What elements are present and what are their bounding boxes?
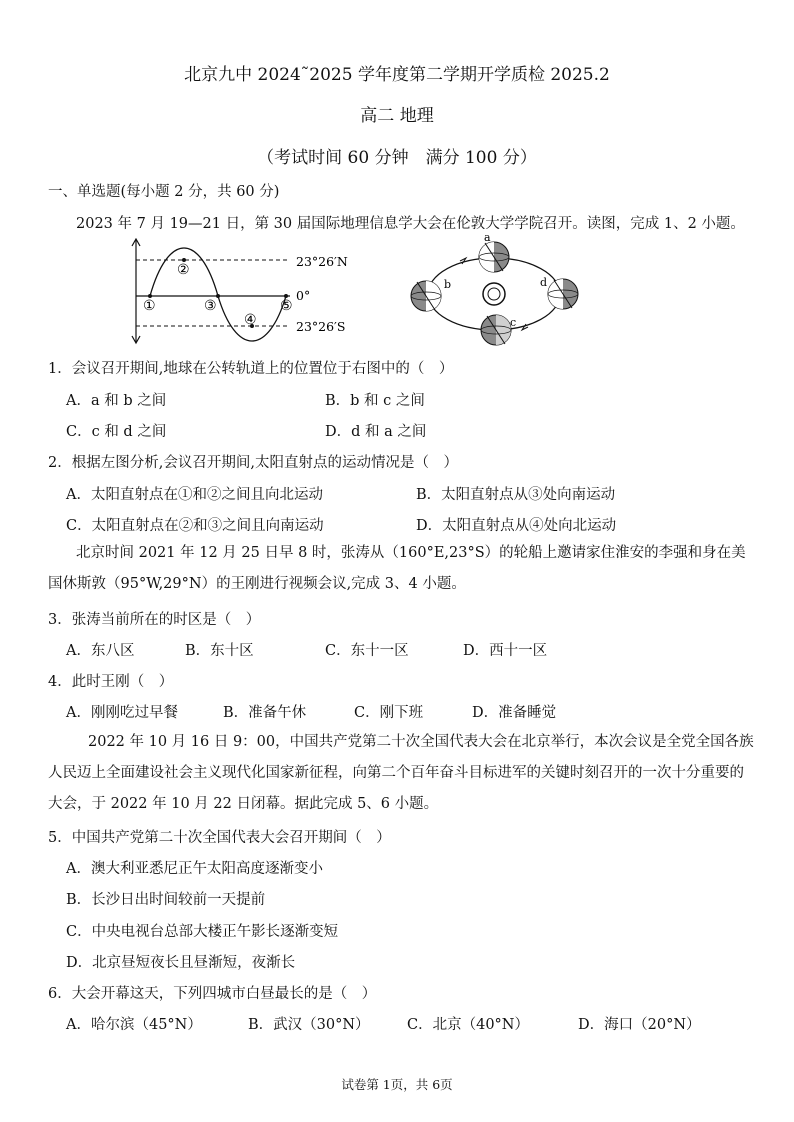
q6-option-b[interactable]: B．武汉（30°N）	[248, 1017, 370, 1033]
q4-option-b[interactable]: B．准备午休	[223, 705, 307, 721]
figure-earth-orbit	[400, 232, 590, 352]
exam-subtitle: 高二 地理	[360, 106, 434, 126]
page-footer: 试卷第 1页，共 6页	[341, 1077, 453, 1092]
q5-option-c[interactable]: C．中央电视台总部大楼正午影长逐渐变短	[66, 924, 339, 940]
earth-b-icon	[411, 281, 441, 311]
label-0: 0°	[296, 288, 311, 303]
earth-d-icon	[548, 279, 578, 309]
point-1: ①	[143, 298, 156, 314]
q1-option-b[interactable]: B．b 和 c 之间	[325, 393, 425, 409]
q1-option-d[interactable]: D．d 和 a 之间	[325, 424, 427, 440]
orbit-label-a: a	[484, 232, 491, 244]
q3-option-b[interactable]: B．东十区	[185, 643, 254, 659]
q6-option-a[interactable]: A．哈尔滨（45°N）	[66, 1017, 202, 1033]
orbit-label-d: d	[540, 276, 548, 289]
q2-option-a[interactable]: A．太阳直射点在①和②之间且向北运动	[66, 487, 323, 503]
sun-icon	[483, 283, 505, 305]
q5-option-a[interactable]: A．澳大利亚悉尼正午太阳高度逐渐变小	[66, 861, 323, 877]
q2-option-c[interactable]: C．太阳直射点在②和③之间且向南运动	[66, 518, 324, 534]
earth-a-icon	[479, 242, 509, 272]
q1-option-a[interactable]: A．a 和 b 之间	[66, 393, 167, 409]
q3-option-a[interactable]: A．东八区	[66, 643, 135, 659]
q1-option-c[interactable]: C．c 和 d 之间	[66, 424, 167, 440]
label-23-26-n: 23°26′N	[296, 254, 348, 269]
q3-stem: 3．张涛当前所在的时区是（ ）	[48, 612, 261, 628]
q4-option-c[interactable]: C．刚下班	[354, 705, 424, 721]
point-2: ②	[177, 262, 190, 278]
exam-title: 北京九中 2024˜2025 学年度第二学期开学质检 2025.2	[184, 65, 610, 85]
point-4: ④	[244, 312, 257, 328]
orbit-label-c: c	[510, 316, 517, 329]
section-heading: 一、单选题(每小题 2 分，共 60 分)	[48, 184, 280, 200]
figure-sun-migration	[118, 238, 368, 346]
point-3: ③	[204, 298, 217, 314]
q3-option-c[interactable]: C．东十一区	[325, 643, 409, 659]
label-23-26-s: 23°26′S	[296, 319, 346, 334]
q5-option-d[interactable]: D．北京昼短夜长且昼渐短，夜渐长	[66, 955, 296, 971]
section-intro: 2023 年 7 月 19—21 日，第 30 届国际地理信息学大会在伦敦大学学院召开。读图，完成 1、2 小题。	[76, 216, 745, 232]
q1-stem: 1．会议召开期间,地球在公转轨道上的位置位于右图中的（ ）	[48, 361, 454, 377]
passage-3: 2022 年 10 月 16 日 9：00，中国共产党第二十次全国代表大会在北京举行，本次会议是全党全国各族人民迈上全面建设社会主义现代化国家新征程，向第二个百年奋斗目标进军的关键时刻召开的一次十分重要的大会，于 2022 年 10 月 22 日闭幕。据此完成 5、6 小题。	[48, 734, 754, 812]
point-5: ⑤	[280, 298, 293, 314]
q6-option-c[interactable]: C．北京（40°N）	[407, 1017, 529, 1033]
q4-stem: 4．此时王刚（ ）	[48, 674, 174, 690]
q5-stem: 5．中国共产党第二十次全国代表大会召开期间（ ）	[48, 830, 391, 846]
q4-option-d[interactable]: D．准备睡觉	[472, 705, 557, 721]
q6-stem: 6．大会开幕这天，下列四城市白昼最长的是（ ）	[48, 986, 377, 1002]
orbit-label-b: b	[444, 278, 452, 291]
q4-option-a[interactable]: A．刚刚吃过早餐	[66, 705, 178, 721]
q2-option-d[interactable]: D．太阳直射点从④处向北运动	[416, 518, 617, 534]
q2-option-b[interactable]: B．太阳直射点从③处向南运动	[416, 487, 616, 503]
q6-option-d[interactable]: D．海口（20°N）	[578, 1017, 701, 1033]
q5-option-b[interactable]: B．长沙日出时间较前一天提前	[66, 892, 266, 908]
passage-2: 北京时间 2021 年 12 月 25 日早 8 时，张涛从（160°E,23°S）的轮船上邀请家住淮安的李强和身在美国休斯敦（95°W,29°N）的王刚进行视频会议,完成 3、4 小题。	[48, 545, 746, 592]
q3-option-d[interactable]: D．西十一区	[463, 643, 548, 659]
exam-info: （考试时间 60 分钟 满分 100 分）	[257, 148, 537, 168]
earth-c-icon	[481, 315, 511, 345]
q2-stem: 2．根据左图分析,会议召开期间,太阳直射点的运动情况是（ ）	[48, 455, 458, 471]
